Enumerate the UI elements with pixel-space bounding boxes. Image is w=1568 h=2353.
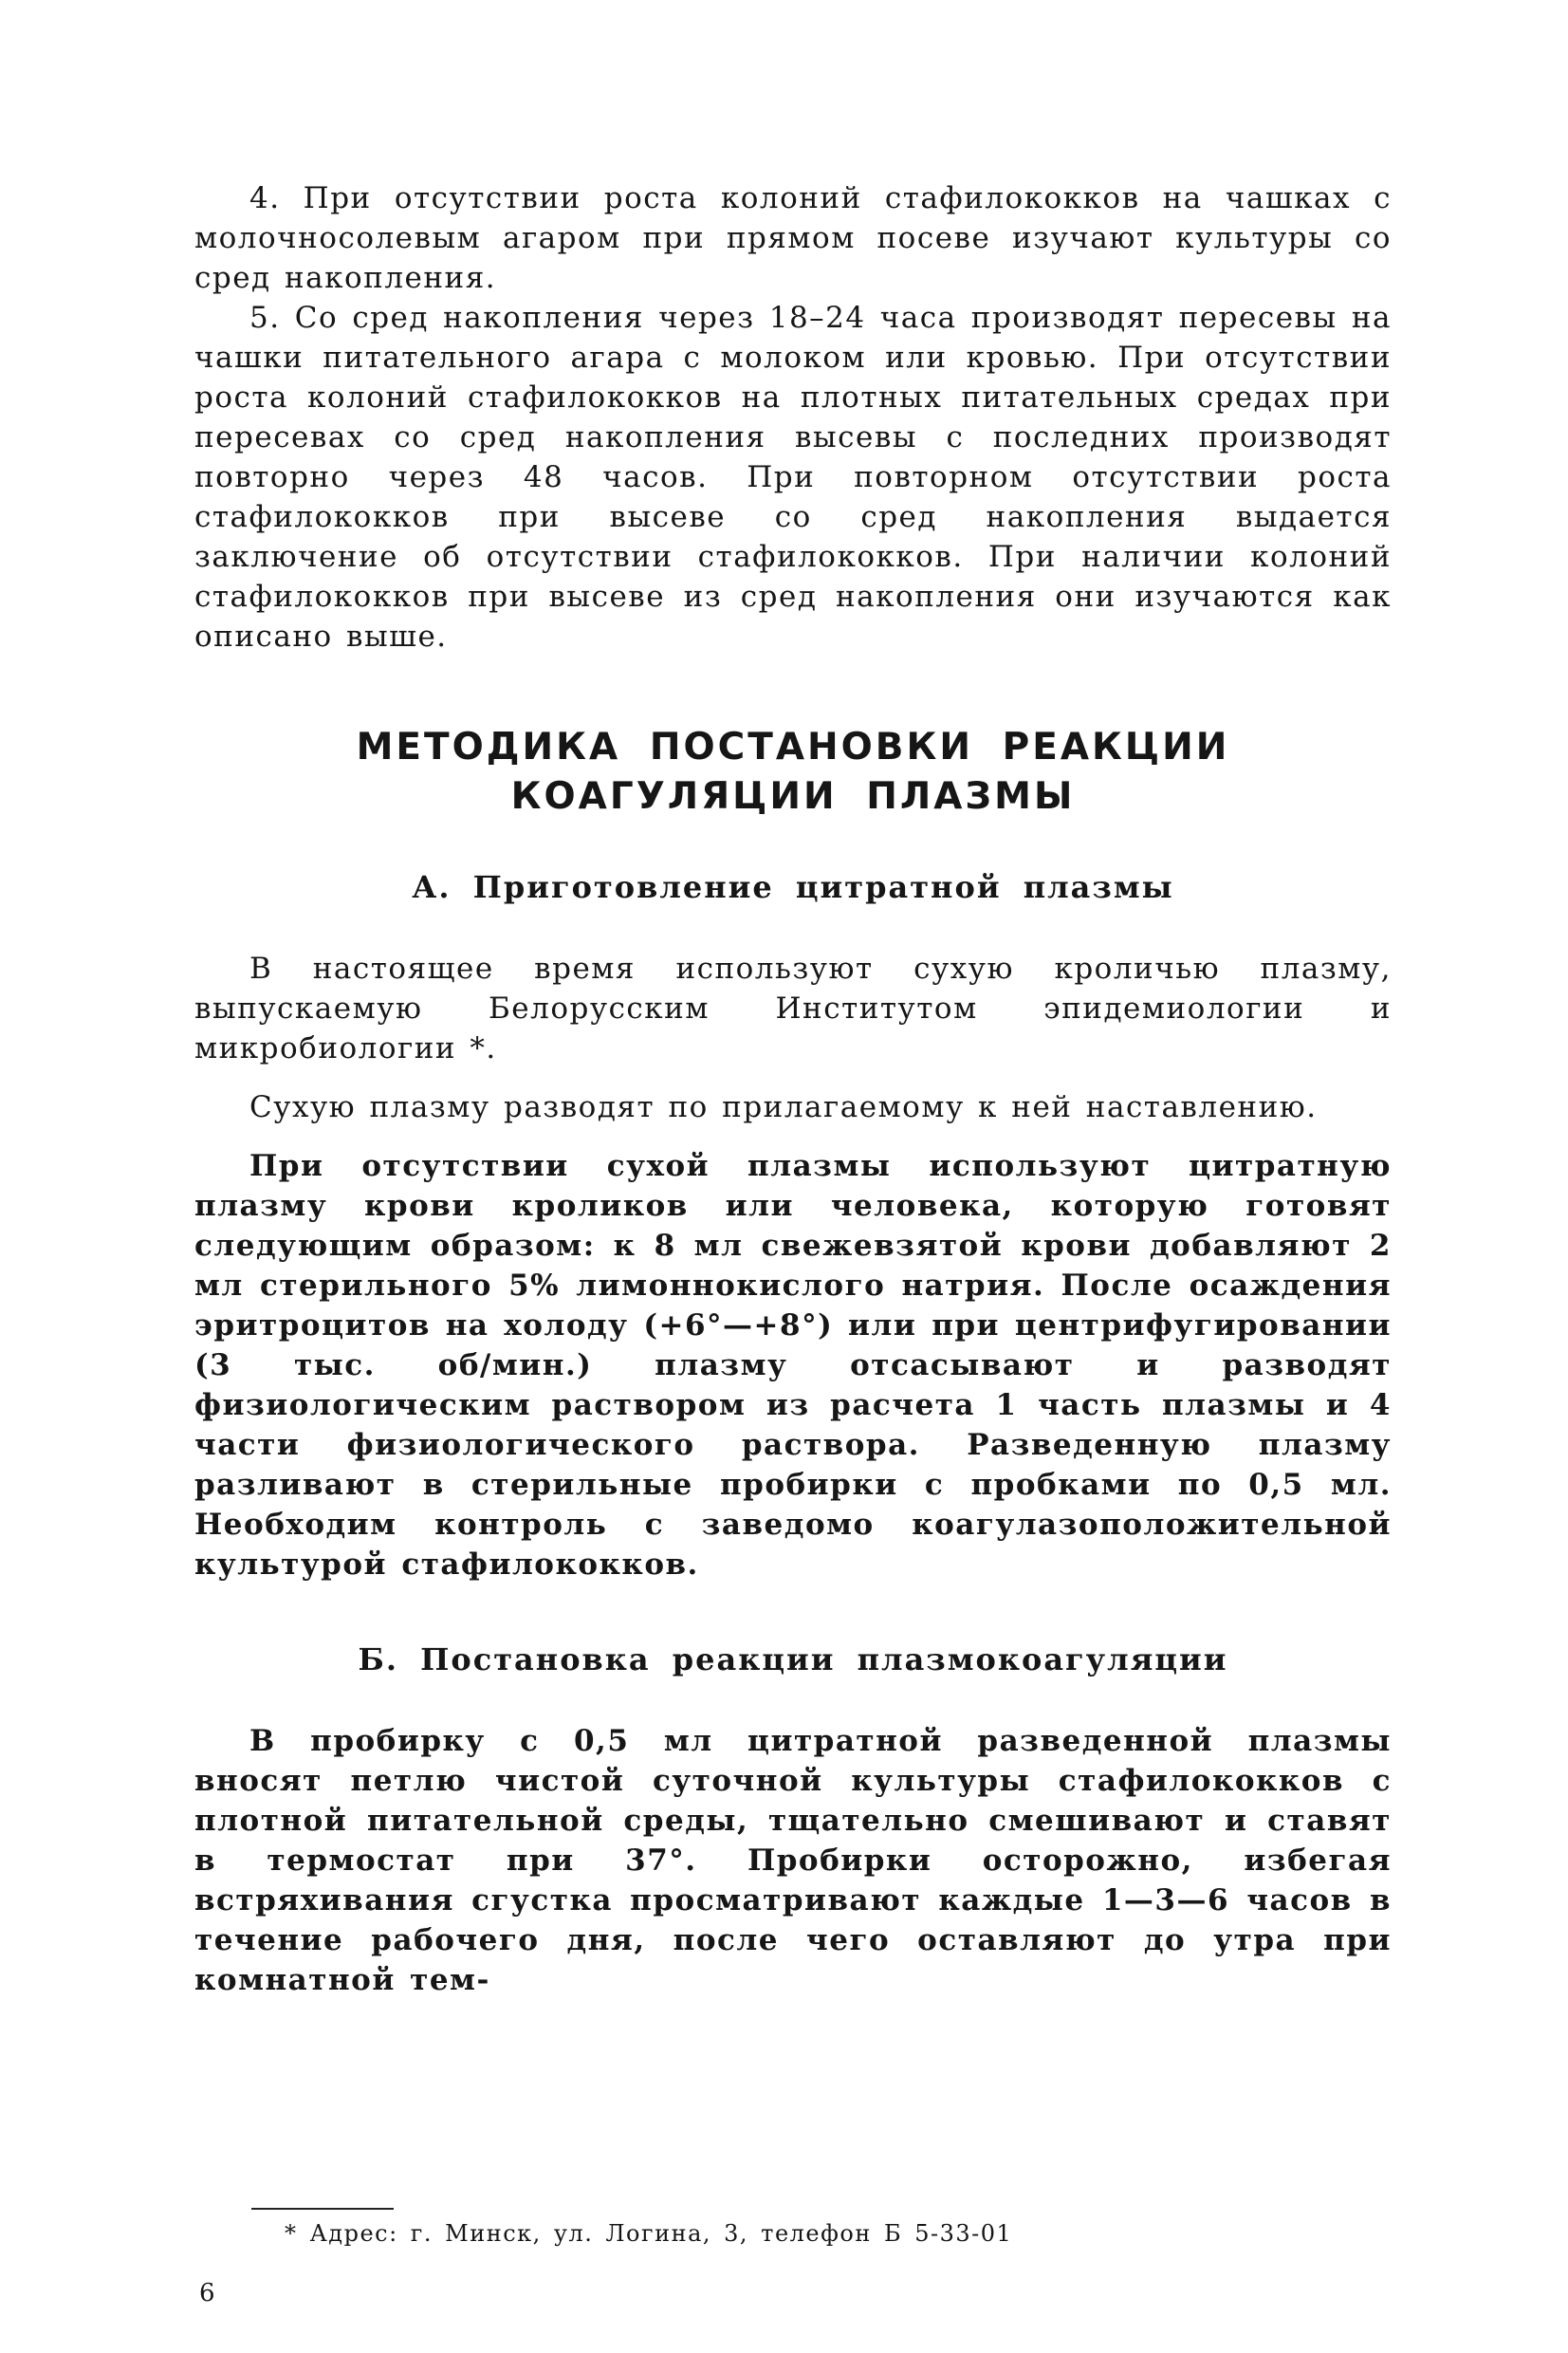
footnote-divider [251, 2208, 394, 2210]
subsection-a-title: А. Приготовление цитратной плазмы [412, 869, 1174, 905]
text-column [194, 178, 1392, 2000]
paragraph-item-5: 5. Со сред накопления через 18–24 часа производят пересевы на чашки питательного агара с молоком или кровью. При отсутствии роста колоний стафилококков на плотных питательных средах при пересевах со сред накопления высевы с последних производят повторно через 48 часов. При повторном отсутствии роста стафилококков при высеве со сред накопления выдается заключение об отсутствии стафилококков. При наличии колоний стафилококков при высеве из сред накопления они изучаются как описано выше. [194, 301, 1392, 654]
paragraph-item-4: 4. При отсутствии роста колоний стафилококков на чашках с молочносолевым агаром при прямом посеве изучают культуры со сред накопления. [194, 181, 1392, 295]
footnote: * Адрес: г. Минск, ул. Логина, 3, телефон Б 5-33-01 [285, 2220, 1013, 2247]
page-number: 6 [199, 2279, 215, 2307]
paragraph-citrate-plasma: При отсутствии сухой плазмы используют цитратную плазму крови кроликов или человека, которую готовят следующим образом: к 8 мл свежевзятой крови добавляют 2 мл стерильного 5% лимоннокислого натрия. После осаждения эритроцитов на холоду (+6°—+8°) или при центрифугировании (3 тыс. об/мин.) плазму отсасывают и разводят физиологическим раствором из расчета 1 часть плазмы и 4 части физиологического раствора. Разведенную плазму разливают в стерильные пробирки с пробками по 0,5 мл. Необходим контроль с заведомо коагулазоположительной культурой стафилококков. [194, 1149, 1392, 1582]
subsection-b-title: Б. Постановка реакции плазмокоагуляции [358, 1641, 1228, 1677]
paragraph-dry-plasma: В настоящее время используют сухую кроличью плазму, выпускаемую Белорусским Институтом эпидемиологии и микробиологии *. [194, 952, 1392, 1065]
paragraph-dilution: Сухую плазму разводят по прилагаемому к ней наставлению. [249, 1090, 1318, 1124]
paragraph-coagulation-procedure: В пробирку с 0,5 мл цитратной разведенной плазмы вносят петлю чистой суточной культуры стафилококков с плотной питательной среды, тщательно смешивают и ставят в термостат при 37°. Пробирки осторожно, избегая встряхивания сгустка просматривают каждые 1—3—6 часов в течение рабочего дня, после чего оставляют до утра при комнатной тем- [194, 1724, 1392, 1997]
section-title: МЕТОДИКА ПОСТАНОВКИ РЕАКЦИИ КОАГУЛЯЦИИ ПЛАЗМЫ [356, 726, 1230, 818]
